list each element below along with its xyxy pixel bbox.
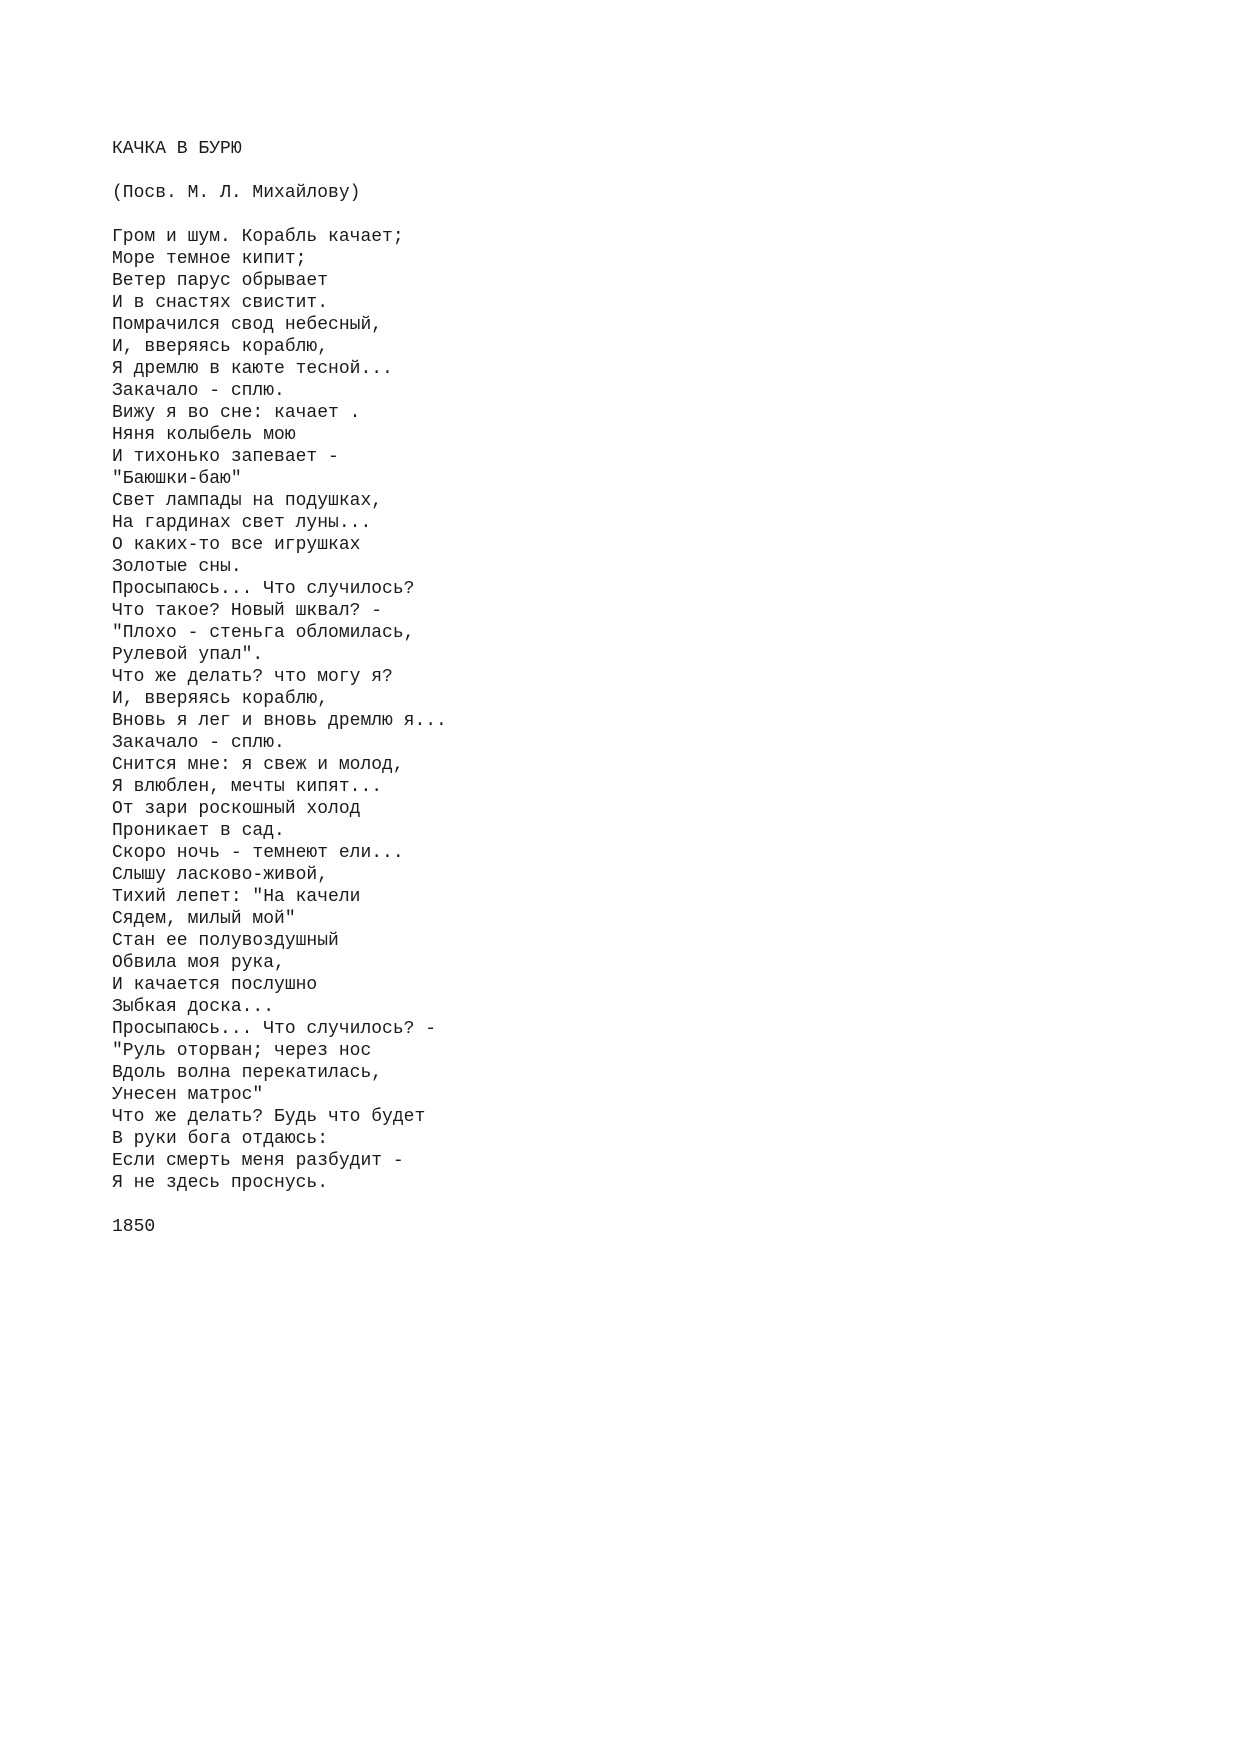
poem-dedication: (Посв. М. Л. Михайлову) bbox=[112, 183, 361, 203]
poem-line: Вижу я во сне: качает . bbox=[112, 403, 361, 423]
poem-line: И качается послушно bbox=[112, 975, 318, 995]
poem-line: Просыпаюсь... Что случилось? bbox=[112, 579, 415, 599]
document-page bbox=[112, 138, 1112, 1238]
poem-line: Я не здесь проснусь. bbox=[112, 1173, 329, 1193]
poem-line: Что же делать? что могу я? bbox=[112, 667, 393, 687]
poem-line: Унесен матрос" bbox=[112, 1085, 264, 1105]
poem-line: Вдоль волна перекатилась, bbox=[112, 1063, 383, 1083]
poem-line: Тихий лепет: "На качели bbox=[112, 887, 361, 907]
poem-line: И тихонько запевает - bbox=[112, 447, 339, 467]
poem-line: Я дремлю в каюте тесной... bbox=[112, 359, 393, 379]
poem-line: На гардинах свет луны... bbox=[112, 513, 372, 533]
poem-line: Снится мне: я свеж и молод, bbox=[112, 755, 404, 775]
poem-line: Если смерть меня разбудит - bbox=[112, 1151, 404, 1171]
poem-line: Вновь я лег и вновь дремлю я... bbox=[112, 711, 447, 731]
poem-line: Что же делать? Будь что будет bbox=[112, 1107, 426, 1127]
poem-line: Стан ее полувоздушный bbox=[112, 931, 339, 951]
poem-year: 1850 bbox=[112, 1217, 156, 1237]
poem-line: И, вверяясь кораблю, bbox=[112, 689, 329, 709]
poem-line: И в снастях свистит. bbox=[112, 293, 329, 313]
poem-line: Что такое? Новый шквал? - bbox=[112, 601, 383, 621]
poem-line: Рулевой упал". bbox=[112, 645, 264, 665]
poem-line: От зари роскошный холод bbox=[112, 799, 361, 819]
poem-line: "Баюшки-баю" bbox=[112, 469, 242, 489]
poem-line: Гром и шум. Корабль качает; bbox=[112, 227, 404, 247]
poem-body bbox=[112, 226, 1112, 1194]
poem-line: Зыбкая доска... bbox=[112, 997, 275, 1017]
poem-line: Сядем, милый мой" bbox=[112, 909, 296, 929]
poem-line: Свет лампады на подушках, bbox=[112, 491, 383, 511]
poem-line: В руки бога отдаюсь: bbox=[112, 1129, 329, 1149]
poem-line: Слышу ласково-живой, bbox=[112, 865, 329, 885]
poem-line: Няня колыбель мою bbox=[112, 425, 296, 445]
poem-line: Закачало - сплю. bbox=[112, 381, 285, 401]
poem-line: Я влюблен, мечты кипят... bbox=[112, 777, 383, 797]
poem-line: "Плохо - стеньга обломилась, bbox=[112, 623, 415, 643]
poem-line: Закачало - сплю. bbox=[112, 733, 285, 753]
poem-line: Обвила моя рука, bbox=[112, 953, 285, 973]
poem-line: Проникает в сад. bbox=[112, 821, 285, 841]
poem-line: Ветер парус обрывает bbox=[112, 271, 329, 291]
poem-line: О каких-то все игрушках bbox=[112, 535, 361, 555]
poem-line: И, вверяясь кораблю, bbox=[112, 337, 329, 357]
poem-line: Море темное кипит; bbox=[112, 249, 307, 269]
poem-line: Помрачился свод небесный, bbox=[112, 315, 383, 335]
poem-title: КАЧКА В БУРЮ bbox=[112, 139, 242, 159]
poem-line: Золотые сны. bbox=[112, 557, 242, 577]
poem-line: "Руль оторван; через нос bbox=[112, 1041, 372, 1061]
poem-line: Скоро ночь - темнеют ели... bbox=[112, 843, 404, 863]
poem-line: Просыпаюсь... Что случилось? - bbox=[112, 1019, 437, 1039]
